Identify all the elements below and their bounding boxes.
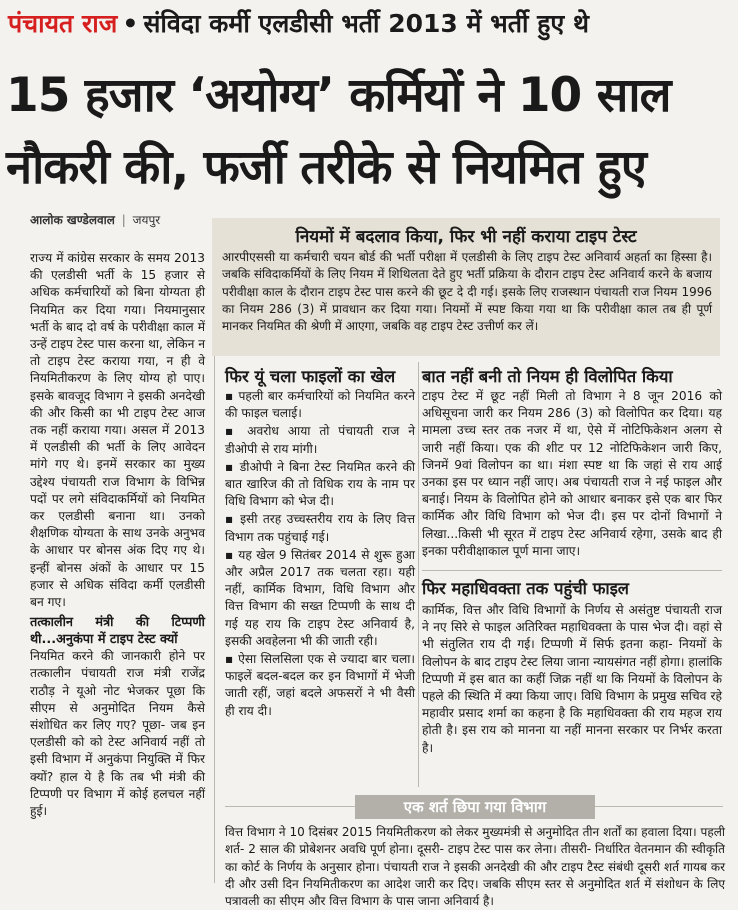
- column-divider-mid: [418, 362, 419, 787]
- headline-line-2: नौकरी की, फर्जी तरीके से नियमित हुए: [6, 140, 646, 195]
- files-section-title: फिर यूं चला फाइलों का खेल: [225, 367, 396, 386]
- hidden-condition-title: एक शर्त छिपा गया विभाग: [355, 795, 595, 819]
- repeal-section-body: टाइप टेस्ट में छूट नहीं मिली तो विभाग ने 8 जून 2016 को अधिसूचना जारी कर नियम 286 (3) को विलोपित कर दिया। यह मामला उच्च स्तर तक नजर में था, ऐसे में नोटिफिकेशन अलग से जारी नहीं किया। एक की शीट पर 12 नोटिफिकेशन जारी किए, जिनमें 9वां विलोपन का था। मंशा स्पष्ट था कि जहां से राय आई उनका इस पर ध्यान नहीं जाए। अब पंचायती राज ने नई फाइल और बनाई। नियम के विलोपित होने को आधार बनाकर इसे एक बार फिर कार्मिक और विधि विभाग को भेज दी। इस पर दोनों विभागों ने लिखा...किसी भी सूरत में टाइप टेस्ट अनिवार्य रहेगा, उसके बाद ही इनका परीवीक्षाकाल पूर्ण माना जाए।: [422, 389, 722, 558]
- rules-change-box: [212, 218, 720, 356]
- section-divider: [422, 570, 722, 571]
- kicker: [8, 6, 732, 46]
- left-column-paragraph-2: नियमित करने की जानकारी होने पर तत्कालीन पंचायती राज मंत्री राजेंद्र राठौड़ ने यूओ नोट भेजकर पूछा कि सीएम से अनुमोदित नियम कैसे संशोधित कर लिए गए? पूछा- जब इन एलडीसी को को टेस्ट अनिवार्य नहीं तो इसी विभाग में अनुकंपा नियुक्ति में फिर क्यों? हाल ये है कि तब भी मंत्री की टिप्पणी पर विभाग में कोई हलचल नहीं हुई।: [30, 649, 205, 819]
- rules-box-body: आरपीएससी या कर्मचारी चयन बोर्ड की भर्ती परीक्षा में एलडीसी के लिए टाइप टेस्ट अनिवार्य अहर्ता का हिस्सा है। जबकि संविदाकर्मियों के लिए नियम में शिथिलता देते हुए भर्ती प्रक्रिया के दौरान टाइप टेस्ट अनिवार्य करने के बजाय परीवीक्षा काल के दौरान टाइप टेस्ट पास करने की छूट दे दी गई। इसके लिए राजस्थान पंचायती राज नियम 1996 का नियम 286 (3) में प्रावधान कर दिया गया। नियमों में स्पष्ट किया गया था कि परीवीक्षा काल तब ही पूर्ण मानकर नियमित की श्रेणी में आएगा, जबकि वह टाइप टेस्ट उत्तीर्ण कर लें।: [222, 250, 712, 334]
- files-section-list: [225, 388, 415, 788]
- files-bullet: ▪ डीओपी ने बिना टेस्ट नियमित करने की बात खारिज की तो विधिक राय के नाम पर विधि विभाग को भेज दी।: [225, 459, 415, 509]
- left-column-paragraph-1: राज्य में कांग्रेस सरकार के समय 2013 की एलडीसी भर्ती के 15 हजार से अधिक कर्मचारियों को बिना योग्यता ही नियमित कर दिया गया। नियमानुसार भर्ती के बाद दो वर्ष के परीवीक्षा काल में उन्हें टाइप टेस्ट पास करना था, लेकिन न तो टाइप टेस्ट कराया गया, न ही वे नियमितीकरण के लिए योग्य हो पाए। इसके बावजूद विभाग ने इसकी अनदेखी की और किसी का भी टाइप टेस्ट आज तक नहीं कराया गया। असल में 2013 में एलडीसी की भर्ती के लिए आवेदन मांगे गए थे। इनमें सरकार का मुख्य उद्देश्य पंचायती राज विभाग के विभिन्न पदों पर लगे संविदाकर्मियों को नियमित कर एलडीसी बनाना था। उनको शैक्षणिक योग्यता के साथ उनके अनुभव के आधार पर बोनस अंक दिए गए थे। इन्हीं बोनस अंकों के आधार पर 15 हजार से अधिक संविदा कर्मी एलडीसी बन गए।: [30, 251, 205, 610]
- repeal-section-title: बात नहीं बनी तो नियम ही विलोपित किया: [422, 367, 673, 386]
- headline-line-1: 15 हजार ‘अयोग्य’ कर्मियों ने 10 साल: [6, 68, 671, 123]
- kicker-text: संविदा कर्मी एलडीसी भर्ती 2013 में भर्ती हुए थे: [143, 9, 589, 38]
- section-label: पंचायत राज: [8, 9, 118, 38]
- byline-author: आलोक खण्डेलवाल: [30, 213, 115, 227]
- kicker-bullet: •: [122, 9, 139, 38]
- left-column: [30, 250, 205, 885]
- files-bullet: ▪ पहली बार कर्मचारियों को नियमित करने की फाइल चलाई।: [225, 389, 415, 421]
- files-bullet: ▪ ऐसा सिलसिला एक से ज्यादा बार चला। फाइलें बदल-बदल कर इन विभागों में भेजी जाती रहीं, जहां बदले अफसरों ने भी वैसी ही राय दी।: [225, 652, 415, 718]
- files-bullet: ▪ इसी तरह उच्चस्तरीय राय के लिए वित्त विभाग तक पहुंचाई गई।: [225, 512, 415, 544]
- ag-section-body: कार्मिक, वित्त और विधि विभागों के निर्णय से असंतुष्ट पंचायती राज ने नए सिरे से फाइल अतिरिक्त महाधिवक्ता के पास भेज दी। वहां से भी संतुलित राय दी गई। टिप्पणी में सिर्फ इतना कहा- नियमों के विलोपन के बाद टाइप टेस्ट लिया जाना न्यायसंगत नहीं होगा। हालांकि टिप्पणी में इस बात का कहीं जिक्र नहीं था कि नियमों के विलोपन के पहले की स्थिति में क्या किया जाए। विधि विभाग के प्रमुख सचिव रहे महावीर प्रसाद शर्मा का कहना है कि महाधिवक्ता की राय महज राय होती है। इस राय को मानना या नहीं मानना सरकार पर निर्भर करता है।: [422, 603, 722, 755]
- left-column-subhead: तत्कालीन मंत्री की टिप्पणी थी...अनुकंपा में टाइप टेस्ट क्यों: [30, 615, 205, 648]
- byline-city: जयपुर: [132, 213, 161, 227]
- ag-section-title: फिर महाधिवक्ता तक पहुंची फाइल: [422, 579, 629, 598]
- byline-separator: |: [121, 213, 126, 227]
- files-bullet: ▪ यह खेल 9 सितंबर 2014 से शुरू हुआ और अप्रैल 2017 तक चलता रहा। यही नहीं, कार्मिक विभाग, विधि विभाग और वित्त विभाग की सख्त टिप्पणी के साथ दी गई यह राय कि टाइप टेस्ट अनिवार्य है, इसकी अवहेलना भी की जाती रही।: [225, 547, 415, 648]
- rules-box-title: नियमों में बदलाव किया, फिर भी नहीं कराया टाइप टेस्ट: [295, 227, 637, 247]
- files-bullet: ▪ अवरोध आया तो पंचायती राज ने डीओपी से राय मांगी।: [225, 424, 415, 456]
- hidden-condition-body: वित्त विभाग ने 10 दिसंबर 2015 नियमितीकरण को लेकर मुख्यमंत्री से अनुमोदित तीन शर्तों का हवाला दिया। पहली शर्त- 2 साल की प्रोबेशनर अवधि पूर्ण होना। दूसरी- टाइप टेस्ट पास कर लेना। तीसरी- निर्धारित वेतनमान की स्वीकृति का कोर्ट के निर्णय के अनुसार होना। पंचायती राज ने इसकी अनदेखी की और टाइप टैस्ट संबंधी दूसरी शर्त गायब कर दी और उसी दिन नियमितीकरण का आदेश जारी कर दिए। जबकि सीएम स्तर से अनुमोदित शर्त में संशोधन के लिए पत्रावली का सीएम और वित्त विभाग के पास जाना अनिवार्य है।: [225, 825, 725, 909]
